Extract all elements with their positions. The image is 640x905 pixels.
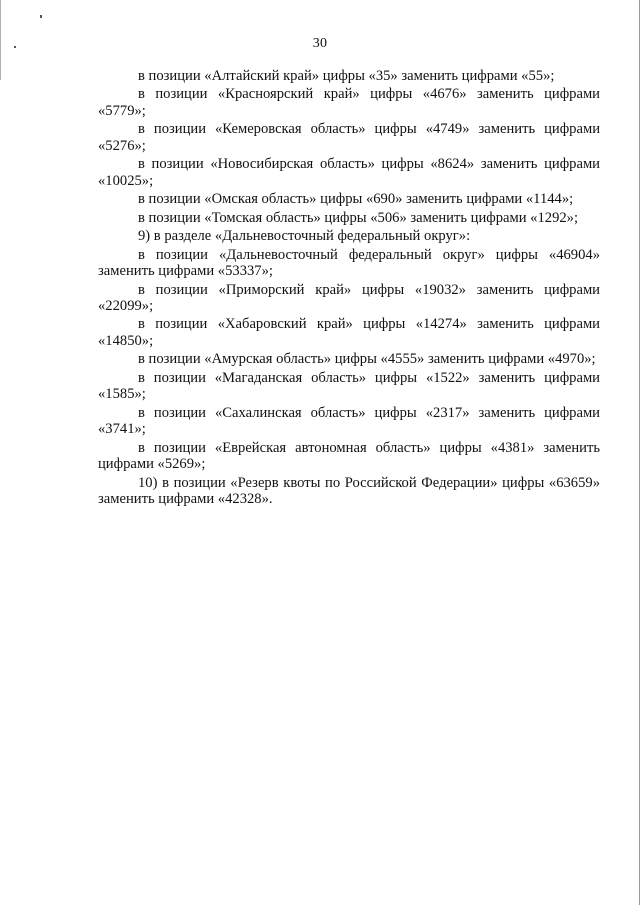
paragraph-khabarovsk: в позиции «Хабаровский край» цифры «14274» заменить цифрами «14850»; — [98, 316, 600, 350]
paragraph-magadan: в позиции «Магаданская область» цифры «1522» заменить цифрами «1585»; — [98, 369, 600, 403]
paragraph-jewish-ao: в позиции «Еврейская автономная область» цифры «4381» заменить цифрами «5269»; — [98, 439, 600, 473]
paragraph-section-10-reserve: 10) в позиции «Резерв квоты по Российской Федерации» цифры «63659» заменить цифрами «42328». — [98, 474, 600, 508]
paragraph-sakhalin: в позиции «Сахалинская область» цифры «2317» заменить цифрами «3741»; — [98, 404, 600, 438]
document-body — [98, 68, 600, 510]
paragraph-omsk: в позиции «Омская область» цифры «690» заменить цифрами «1144»; — [138, 191, 574, 208]
paragraph-altai: в позиции «Алтайский край» цифры «35» заменить цифрами «55»; — [138, 68, 555, 84]
paragraph-novosibirsk: в позиции «Новосибирская область» цифры «8624» заменить цифрами «10025»; — [98, 156, 600, 189]
paragraph-amur: в позиции «Амурская область» цифры «4555» заменить цифрами «4970»; — [138, 351, 596, 368]
paragraph-far-east-district: в позиции «Дальневосточный федеральный округ» цифры «46904» заменить цифрами «53337»; — [98, 246, 600, 280]
scan-speck — [40, 15, 42, 18]
paragraph-section-9-heading: 9) в разделе «Дальневосточный федеральный округ»: — [138, 228, 471, 245]
paragraph-tomsk: в позиции «Томская область» цифры «506» заменить цифрами «1292»; — [138, 209, 579, 226]
paragraph-kemerovo: в позиции «Кемеровская область» цифры «4749» заменить цифрами «5276»; — [98, 121, 600, 154]
paragraph-primorsky: в позиции «Приморский край» цифры «19032» заменить цифрами «22099»; — [98, 281, 600, 315]
paragraph-krasnoyarsk: в позиции «Красноярский край» цифры «4676» заменить цифрами «5779»; — [98, 86, 600, 119]
page-number: 30 — [312, 36, 328, 51]
